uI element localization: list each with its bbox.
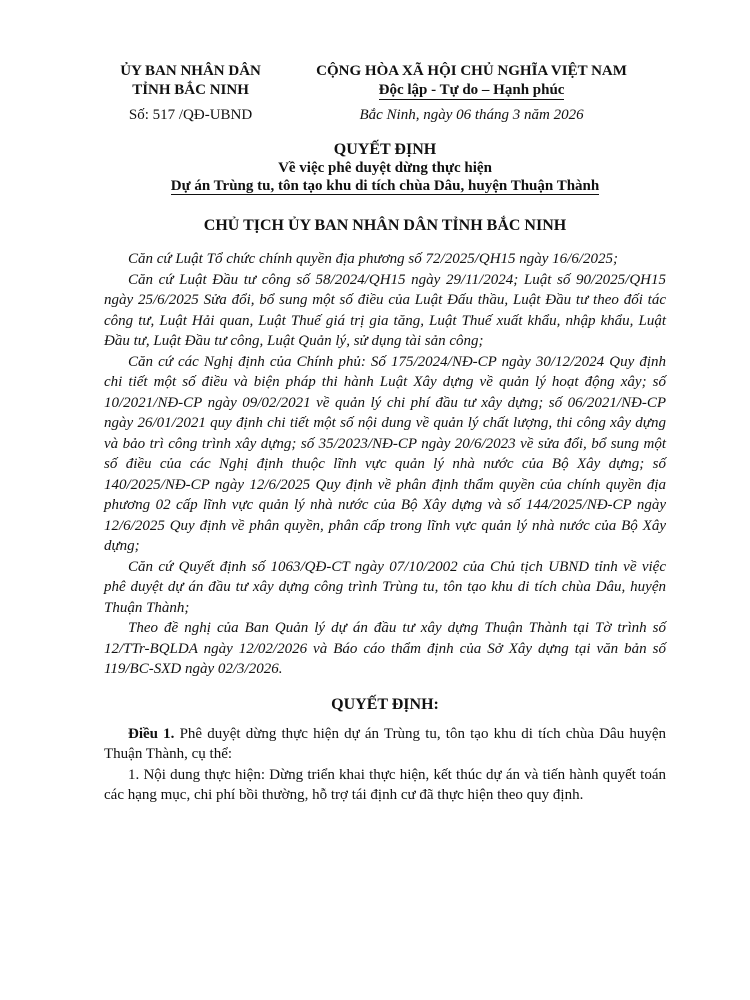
- national-title-block: [277, 62, 666, 125]
- article-1-item-1: 1. Nội dung thực hiện: Dừng triển khai thực hiện, kết thúc dự án và tiến hành quyết toán các hạng mục, chi phí bồi thường, hỗ trợ tái định cư đã thực hiện theo quy định.: [104, 766, 666, 803]
- legal-basis-2: Căn cứ Luật Đầu tư công số 58/2024/QH15 ngày 29/11/2024; Luật số 90/2025/QH15 ngày 25/6/2025 Sửa đổi, bổ sung một số điều của Luật Đấu thầu, Luật Đầu tư theo đối tác công tư, Luật Hải quan, Luật Thuế giá trị gia tăng, Luật Thuế xuất khẩu, nhập khẩu, Luật Đầu tư, Luật Đầu tư công, Luật Quản lý, sử dụng tài sản công;: [104, 271, 666, 349]
- document-number: Số: 517 /QĐ-UBND: [128, 107, 253, 123]
- issuing-authority: CHỦ TỊCH ỦY BAN NHÂN DÂN TỈNH BẮC NINH: [203, 217, 567, 234]
- agency-line-2: TỈNH BẮC NINH: [132, 82, 249, 98]
- decision-subject-line-1: Về việc phê duyệt dừng thực hiện: [278, 160, 492, 176]
- article-1-label: Điều 1.: [128, 725, 175, 742]
- decision-heading: QUYẾT ĐỊNH:: [331, 695, 439, 713]
- legal-basis-4: Căn cứ Quyết định số 1063/QĐ-CT ngày 07/10/2002 của Chủ tịch UBND tỉnh về việc phê duyệt dự án đầu tư xây dựng công trình Trùng tu, tôn tạo khu di tích chùa Dâu, huyện Thuận Thành;: [104, 558, 666, 616]
- decision-subject-line-2: Dự án Trùng tu, tôn tạo khu di tích chùa Dâu, huyện Thuận Thành: [170, 178, 600, 194]
- legal-basis-1: Căn cứ Luật Tổ chức chính quyền địa phương số 72/2025/QH15 ngày 16/6/2025;: [128, 251, 619, 267]
- decision-title: QUYẾT ĐỊNH: [333, 141, 437, 158]
- article-1-text: Phê duyệt dừng thực hiện dự án Trùng tu, tôn tạo khu di tích chùa Dâu huyện Thuận Thành, cụ thể:: [104, 725, 667, 762]
- national-motto: Độc lập - Tự do – Hạnh phúc: [378, 82, 565, 98]
- article-1: [104, 724, 666, 765]
- legal-basis-3: Căn cứ các Nghị định của Chính phủ: Số 175/2024/NĐ-CP ngày 30/12/2024 Quy định chi tiết một số điều và biện pháp thi hành Luật Xây dựng về quản lý hoạt động xây; số 10/2021/NĐ-CP ngày 09/02/2021 về quản lý chi phí đầu tư xây dựng; số 06/2021/NĐ-CP ngày 26/01/2021 quy định chi tiết một số nội dung về quản lý chất lượng, thi công xây dựng và bảo trì công trình xây dựng; số 35/2023/NĐ-CP ngày 20/6/2023 về sửa đổi, bổ sung một số điều của các Nghị định thuộc lĩnh vực quản lý nhà nước của Bộ Xây dựng; số 140/2025/NĐ-CP ngày 12/6/2025 Quy định về phân định thẩm quyền của chính quyền địa phương 02 cấp lĩnh vực quản lý nhà nước của Bộ Xây dựng và số 144/2025/NĐ-CP ngày 12/6/2025 Quy định về phân quyền, phân cấp trong lĩnh vực quản lý nhà nước của Bộ Xây dựng;: [104, 353, 666, 554]
- issue-date: Bắc Ninh, ngày 06 tháng 3 năm 2026: [359, 107, 584, 123]
- agency-line-1: ỦY BAN NHÂN DÂN: [120, 63, 261, 79]
- legal-basis-5: Theo đề nghị của Ban Quản lý dự án đầu tư xây dựng Thuận Thành tại Tờ trình số 12/TTr-BQLDA ngày 12/02/2026 và Báo cáo thẩm định của Sở Xây dựng tại văn bản số 119/BC-SXD ngày 02/3/2026.: [104, 620, 666, 677]
- document-header: [104, 62, 666, 125]
- issuing-agency-block: [104, 62, 277, 125]
- republic-title: CỘNG HÒA XÃ HỘI CHỦ NGHĨA VIỆT NAM: [316, 63, 627, 79]
